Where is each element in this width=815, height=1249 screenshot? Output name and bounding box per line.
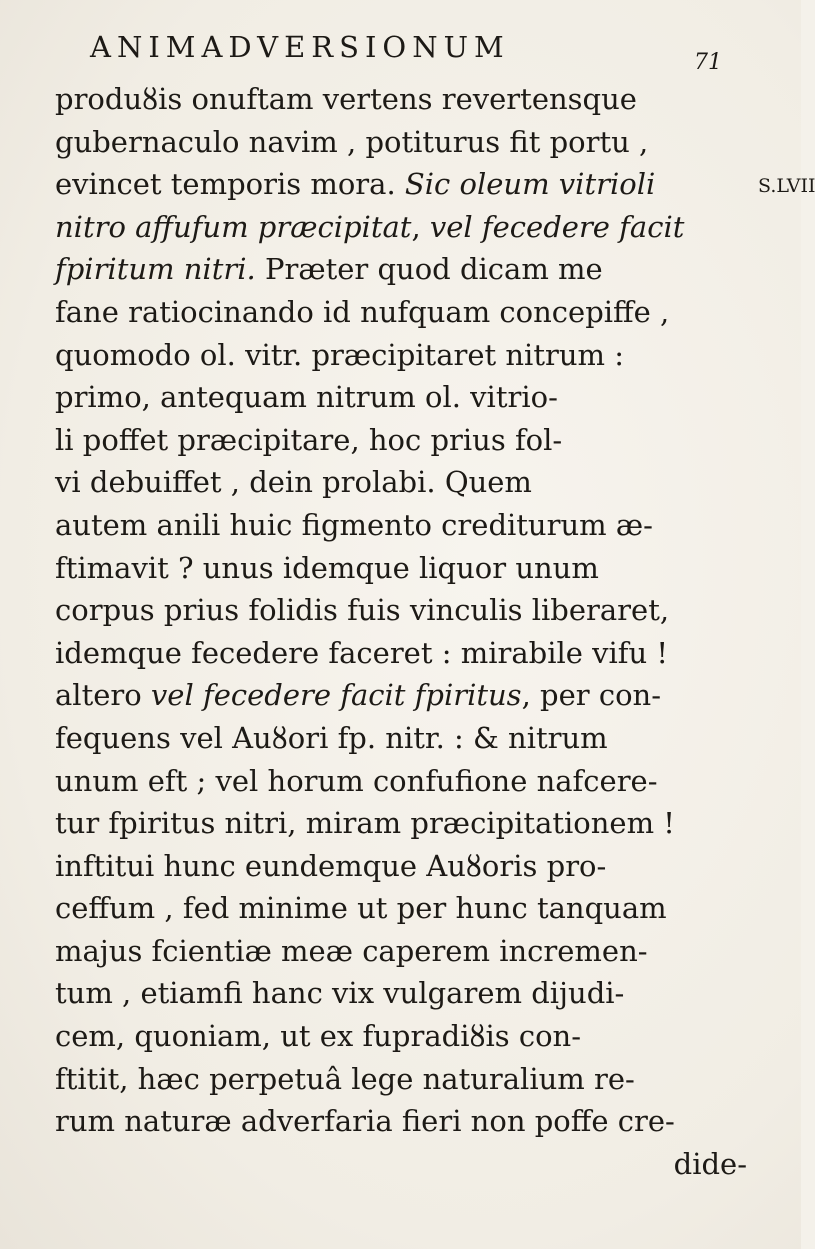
text-line: produȣis onuftam vertens revertensque	[55, 82, 637, 116]
running-title: ANIMADVERSIONUM	[90, 30, 510, 64]
text-line: li poffet præcipitare, hoc prius fol-	[55, 422, 563, 457]
text-line: idemque fecedere faceret : mirabile vifu !	[55, 635, 669, 670]
text-line: autem anili huic figmento crediturum æ-	[55, 507, 653, 542]
text-line: rum naturæ adverfaria fieri non poffe cre-	[55, 1104, 675, 1139]
text-line: cem, quoniam, ut ex fupradiȣis con-	[55, 1019, 582, 1054]
catchword: dide-	[673, 1146, 747, 1181]
text-line: ceffum , fed minime ut per hunc tanquam	[55, 891, 667, 926]
text-line: inftitui hunc eundemque Auȣoris pro-	[55, 848, 607, 883]
text-line: tur fpiritus nitri, miram præcipitationem !	[55, 806, 675, 841]
text-line: majus fcientiæ meæ caperem incremen-	[55, 933, 648, 968]
body-text	[55, 78, 755, 1185]
text-line: quomodo ol. vitr. præcipitaret nitrum :	[55, 337, 625, 372]
text-line: vi debuiffet , dein prolabi. Quem	[55, 465, 532, 500]
text-line: fequens vel Auȣori fp. nitr. : & nitrum	[55, 720, 608, 755]
text-line: altero vel fecedere facit fpiritus, per con-	[55, 678, 661, 713]
text-line: primo, antequam nitrum ol. vitrio-	[55, 380, 558, 415]
text-line: fane ratiocinando id nufquam concepiffe ,	[55, 294, 670, 329]
page-number: 71	[694, 50, 722, 75]
text-line: corpus prius folidis fuis vinculis liberaret,	[55, 593, 670, 628]
text-line: nitro affufum præcipitat, vel fecedere facit	[55, 209, 685, 244]
text-line: fpiritum nitri. Præter quod dicam me	[55, 252, 603, 287]
text-line: tum , etiamfi hanc vix vulgarem dijudi-	[55, 976, 625, 1011]
text-line: ftitit, hæc perpetuâ lege naturalium re-	[55, 1061, 635, 1096]
text-line: ftimavit ? unus idemque liquor unum	[55, 550, 599, 585]
margin-note: S.LVII	[758, 175, 815, 197]
text-line: evincet temporis mora. Sic oleum vitrioli	[55, 167, 656, 202]
text-line: gubernaculo navim , potiturus fit portu ,	[55, 124, 649, 159]
text-line: unum eft ; vel horum confufione nafcere-	[55, 763, 658, 798]
